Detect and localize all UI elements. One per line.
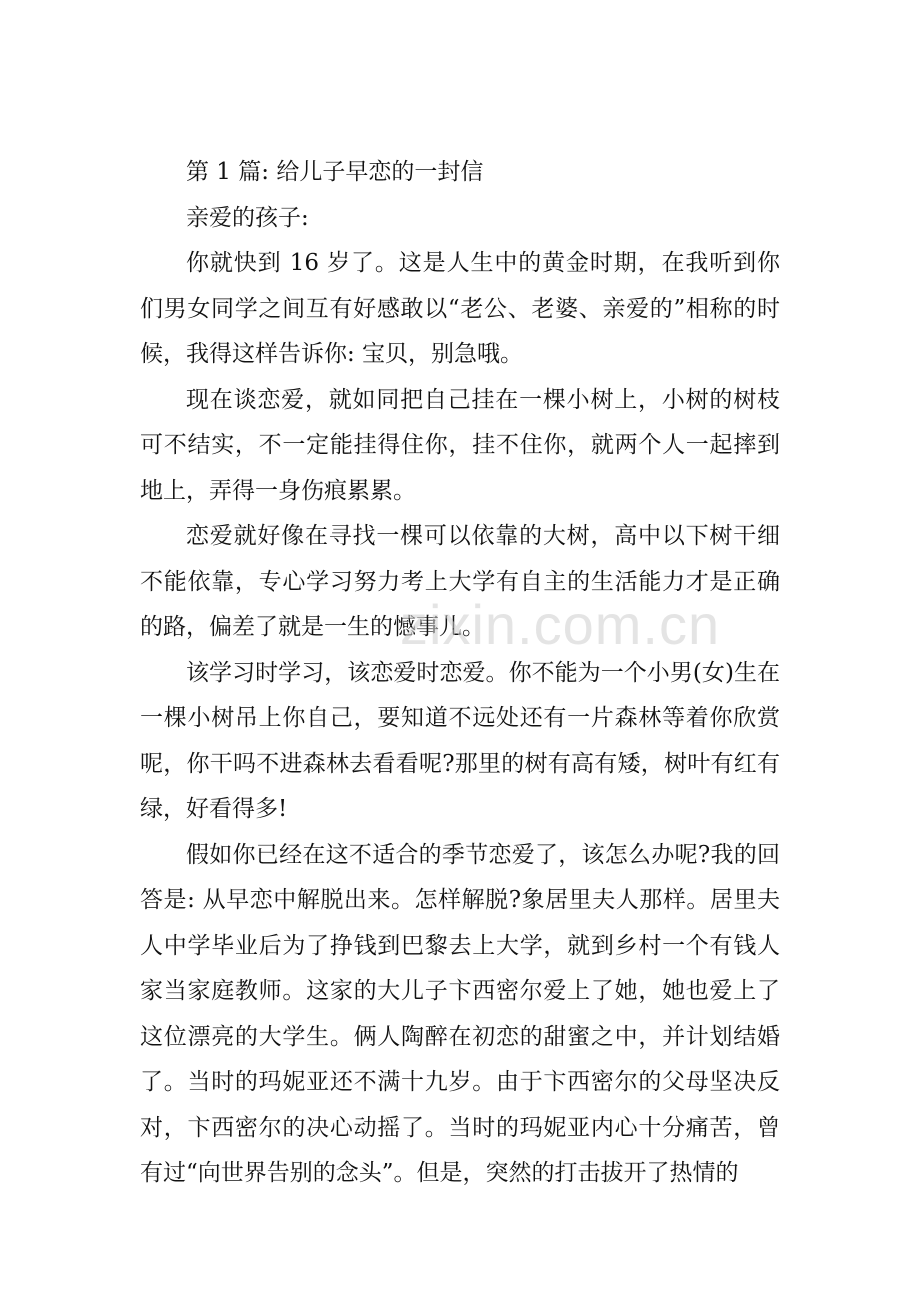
- document-title: 第 1 篇: 给儿子早恋的一封信: [186, 159, 484, 185]
- paragraph: 该学习时学习，该恋爱时恋爱。你不能为一个小男(女)生在一棵小树吊上你自己，要知道不远处还有一片森林等着你欣赏呢，你干吗不进森林去看看呢?那里的树有高有矮，树叶有红有绿，好看得多!: [140, 659, 780, 822]
- paragraph: 现在谈恋爱，就如同把自己挂在一棵小树上，小树的树枝可不结实，不一定能挂得住你，挂不住你，就两个人一起摔到地上，弄得一身伤痕累累。: [140, 386, 780, 504]
- watermark: zixin.com.cn: [400, 593, 721, 656]
- document-body: [140, 150, 780, 1197]
- paragraph: 假如你已经在这不适合的季节恋爱了，该怎么办呢?我的回答是: 从早恋中解脱出来。怎样解脱?象居里夫人那样。居里夫人中学毕业后为了挣钱到巴黎去上大学，就到乡村一个有钱人家当家庭教师。这家的大儿子卞西密尔爱上了她，她也爱上了这位漂亮的大学生。俩人陶醉在初恋的甜蜜之中，并计划结婚了。当时的玛妮亚还不满十九岁。由于卞西密尔的父母坚决反对，卞西密尔的决心动摇了。当时的玛妮亚内心十分痛苦，曾有过“向世界告别的念头”。但是，突然的打击拔开了热情的: [140, 841, 780, 1186]
- paragraph: 你就快到 16 岁了。这是人生中的黄金时期，在我听到你们男女同学之间互有好感敢以“老公、老婆、亲爱的”相称的时候，我得这样告诉你: 宝贝，别急哦。: [140, 250, 780, 367]
- paragraph: 恋爱就好像在寻找一棵可以依靠的大树，高中以下树干细不能依靠，专心学习努力考上大学有自主的生活能力才是正确的路，偏差了就是一生的憾事儿。: [140, 523, 780, 640]
- salutation: 亲爱的孩子:: [186, 204, 309, 231]
